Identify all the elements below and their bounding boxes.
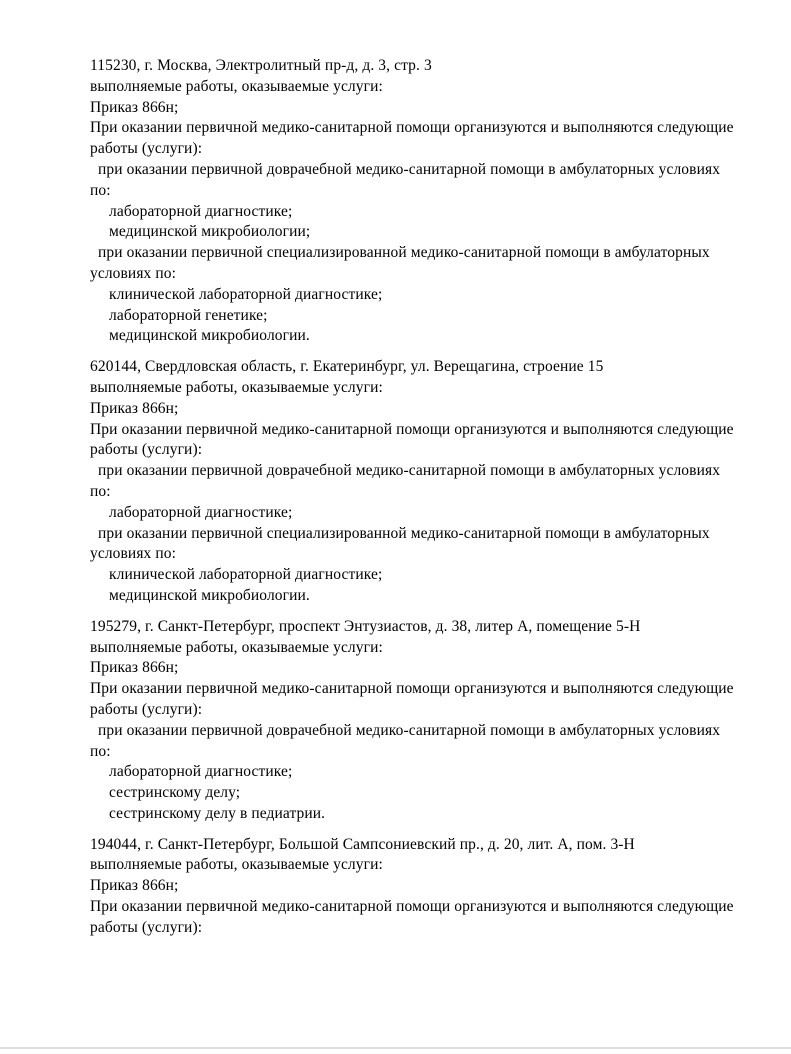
text-line: сестринскому делу в педиатрии. xyxy=(109,804,326,822)
text-line: при оказании первичной доврачебной медико-санитарной помощи в амбулаторных условиях xyxy=(98,160,721,178)
text-line: Приказ 866н; xyxy=(90,399,179,417)
text-line: выполняемые работы, оказываемые услуги: xyxy=(90,77,383,95)
text-line: по: xyxy=(90,482,111,500)
text-line: медицинской микробиологии. xyxy=(109,327,310,345)
text-line: При оказании первичной медико-санитарной помощи организуются и выполняются следующие xyxy=(90,680,734,698)
text-line: При оказании первичной медико-санитарной помощи организуются и выполняются следующие xyxy=(90,119,734,137)
address-line: 115230, г. Москва, Электролитный пр-д, д. 3, стр. 3 xyxy=(90,57,432,74)
address-block xyxy=(90,357,770,607)
address-block xyxy=(90,56,770,347)
text-line: при оказании первичной специализированной медико-санитарной помощи в амбулаторных xyxy=(98,524,710,542)
text-line: выполняемые работы, оказываемые услуги: xyxy=(90,378,383,396)
text-line: по: xyxy=(90,181,111,199)
text-line: сестринскому делу; xyxy=(109,784,241,802)
text-line: При оказании первичной медико-санитарной помощи организуются и выполняются следующие xyxy=(90,420,734,438)
text-line: медицинской микробиологии; xyxy=(109,223,311,241)
text-line: Приказ 866н; xyxy=(90,877,179,895)
license-blocks xyxy=(90,56,770,939)
address-block xyxy=(90,835,770,939)
text-line: при оказании первичной специализированной медико-санитарной помощи в амбулаторных xyxy=(98,244,710,262)
text-line: лабораторной диагностике; xyxy=(109,763,293,781)
text-line: условиях по: xyxy=(90,545,177,563)
text-line: выполняемые работы, оказываемые услуги: xyxy=(90,638,383,656)
text-line: Приказ 866н; xyxy=(90,98,179,116)
address-line: 195279, г. Санкт-Петербург, проспект Энтузиастов, д. 38, литер А, помещение 5-Н xyxy=(90,617,641,635)
text-line: медицинской микробиологии. xyxy=(109,586,310,604)
address-line: 620144, Свердловская область, г. Екатеринбург, ул. Верещагина, строение 15 xyxy=(90,358,604,376)
text-line: по: xyxy=(90,742,111,760)
text-line: при оказании первичной доврачебной медико-санитарной помощи в амбулаторных условиях xyxy=(98,462,721,480)
text-line: работы (услуги): xyxy=(90,441,203,459)
address-line: 194044, г. Санкт-Петербург, Большой Сампсониевский пр., д. 20, лит. А, пом. 3-Н xyxy=(90,835,635,853)
text-line: Приказ 866н; xyxy=(90,659,179,677)
text-line: лабораторной генетике; xyxy=(109,306,268,324)
text-line: при оказании первичной доврачебной медико-санитарной помощи в амбулаторных условиях xyxy=(98,721,721,739)
text-line: клинической лабораторной диагностике; xyxy=(109,285,383,303)
text-line: работы (услуги): xyxy=(90,140,203,158)
text-line: условиях по: xyxy=(90,264,177,282)
text-line: работы (услуги): xyxy=(90,700,203,718)
text-line: лабораторной диагностике; xyxy=(109,202,293,220)
text-line: клинической лабораторной диагностике; xyxy=(109,566,383,584)
footer-divider xyxy=(0,1047,791,1049)
address-block xyxy=(90,617,770,825)
text-line: лабораторной диагностике; xyxy=(109,503,293,521)
text-line: работы (услуги): xyxy=(90,918,203,936)
text-line: выполняемые работы, оказываемые услуги: xyxy=(90,856,383,874)
text-line: При оказании первичной медико-санитарной помощи организуются и выполняются следующие xyxy=(90,898,734,916)
